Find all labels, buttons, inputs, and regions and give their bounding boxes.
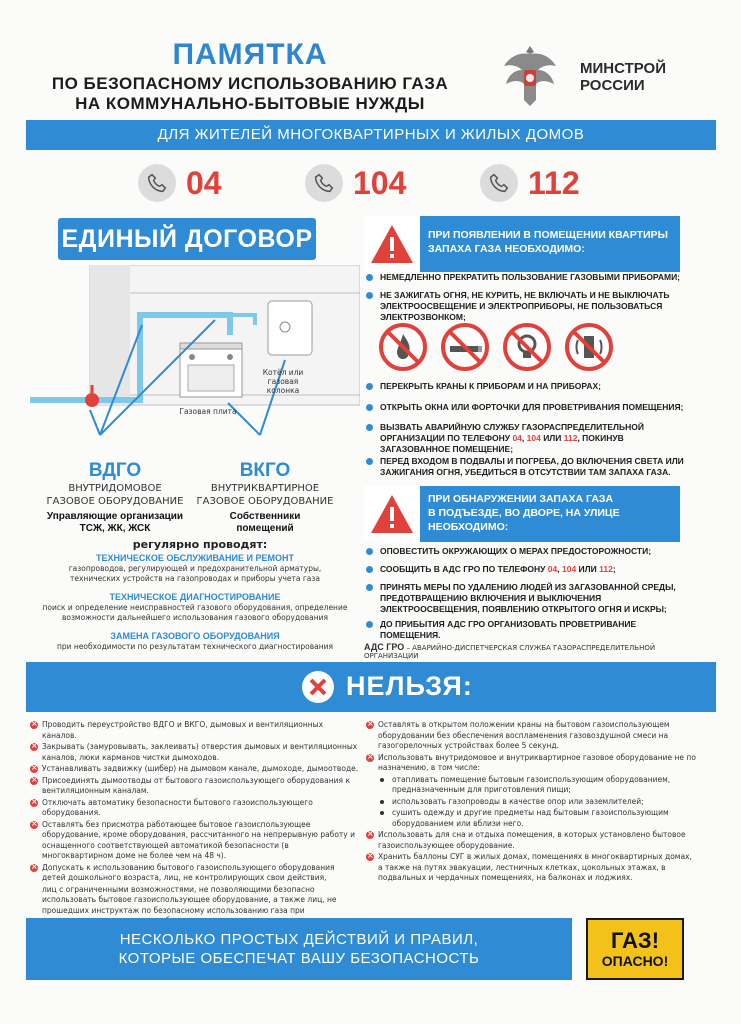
regularly-label: регулярно проводят: (132, 538, 268, 551)
list-subitem: отапливать помещение бытовым газоиспользующим оборудованием, предназначенным для приготовления пищи; (366, 775, 696, 796)
ads-gro-definition: АДС ГРО – АВАРИЙНО-ДИСПЕТЧЕРСКАЯ СЛУЖБА ГАЗОРАСПРЕДЕЛИТЕЛЬНОЙ ОРГАНИЗАЦИИ (364, 642, 656, 660)
gas-danger-sign (586, 918, 684, 980)
phone-number: 104 (353, 164, 407, 201)
prohibited-title: НЕЛЬЗЯ: (346, 671, 473, 701)
list-item: Проводить переустройство ВДГО и ВКГО, дымовых и вентиляционных каналов. × (30, 720, 360, 741)
list-item: Отключать автоматику безопасности бытового газоиспользующего оборудования. × (30, 798, 360, 819)
phone-04 (138, 163, 222, 203)
service-title: ТЕХНИЧЕСКОЕ ДИАГНОСТИРОВАНИЕ (109, 592, 281, 602)
list-subitem: сушить одежду и другие предметы над бытовым газоиспользующим оборудованием или вблизи него. (366, 808, 696, 829)
indoor-item: НЕМЕДЛЕННО ПРЕКРАТИТЬ ПОЛЬЗОВАНИЕ ГАЗОВЫМИ ПРИБОРАМИ; (366, 272, 684, 283)
phone-112 (480, 163, 580, 203)
indoor-item: ПЕРЕКРЫТЬ КРАНЫ К ПРИБОРАМ И НА ПРИБОРАХ; (366, 381, 684, 392)
outdoor-item: СООБЩИТЬ В АДС ГРО ПО ТЕЛЕФОНУ 04, 104 ИЛИ 112; (366, 564, 684, 575)
service-text: при необходимости по результатам технического диагностирования (56, 642, 334, 651)
outdoor-header-line-1: ПРИ ОБНАРУЖЕНИИ ЗАПАХА ГАЗА (428, 493, 614, 505)
vkgo-block (195, 460, 335, 535)
indoor-header-line-1: ПРИ ПОЯВЛЕНИИ В ПОМЕЩЕНИИ КВАРТИРЫ (428, 229, 668, 241)
stove-label: Газовая плита (179, 407, 237, 416)
vdgo-block (40, 460, 190, 535)
no-fire-icon (378, 322, 428, 372)
indoor-item: ВЫЗВАТЬ АВАРИЙНУЮ СЛУЖБУ ГАЗОРАСПРЕДЕЛИТЕЛЬНОЙ ОРГАНИЗАЦИИ ПО ТЕЛЕФОНУ 04, 104 ИЛИ 112, ПОКИНУВ ЗАГАЗОВАННОЕ ПОМЕЩЕНИЕ; (366, 422, 684, 455)
list-item: Оставлять в открытом положении краны на бытовом газоиспользующем оборудовании без обеспечения воспламенения газовоздушной смеси на газогорелочных устройствах более 5 секунд. × (366, 720, 696, 752)
vdgo-resp-2: ТСЖ, ЖК, ЖСК (79, 523, 151, 534)
vdgo-line-1: ВНУТРИДОМОВОЕ (68, 483, 162, 494)
outdoor-header-line-2: В ПОДЪЕЗДЕ, ВО ДВОРЕ, НА УЛИЦЕ (428, 507, 620, 519)
vkgo-abbr: ВКГО (239, 460, 291, 481)
subtitle-line-2: НА КОММУНАЛЬНО-БЫТОВЫЕ НУЖДЫ (75, 94, 425, 113)
indoor-item: ОТКРЫТЬ ОКНА ИЛИ ФОРТОЧКИ ДЛЯ ПРОВЕТРИВАНИЯ ПОМЕЩЕНИЯ; (366, 402, 684, 413)
warning-icon (364, 216, 420, 272)
vkgo-line-1: ВНУТРИКВАРТИРНОЕ (210, 483, 320, 494)
list-item: Присоединять дымоотводы от бытового газоиспользующего оборудования к вентиляционным каналам. × (30, 776, 360, 797)
indoor-header-line-2: ЗАПАХА ГАЗА НЕОБХОДИМО: (428, 243, 585, 255)
service-text: поиск и определение неисправностей газового оборудования, определение (42, 603, 348, 612)
boiler-label: Котёл или газовая колонка (262, 368, 304, 395)
vdgo-resp-1: Управляющие организации (46, 511, 184, 522)
list-item: Использовать для сна и отдыха помещения, в которых установлено бытовое газоиспользующее оборудование. × (366, 830, 696, 851)
danger-line-2: ОПАСНО! (601, 953, 669, 969)
gas-equipment-diagram (30, 265, 360, 465)
service-text: технических устройств на газопроводах и приборы учета газа (70, 574, 320, 583)
page-title: ПАМЯТКА (172, 38, 328, 71)
vkgo-line-2: ГАЗОВОЕ ОБОРУДОВАНИЕ (196, 496, 334, 507)
subtitle-line-1: ПО БЕЗОПАСНОМУ ИСПОЛЬЗОВАНИЮ ГАЗА (51, 74, 449, 93)
phone-icon (305, 164, 343, 202)
list-item: Использовать внутридомовое и внутриквартирное газовое оборудование не по назначению, в том числе: × (366, 753, 696, 774)
vkgo-resp-2: помещений (236, 523, 294, 534)
cross-icon (302, 671, 334, 703)
list-subitem: использовать газопроводы в качестве опор или заземлителей; (366, 797, 696, 808)
phone-number: 112 (528, 164, 580, 201)
footer-line-1: НЕСКОЛЬКО ПРОСТЫХ ДЕЙСТВИЙ И ПРАВИЛ, (119, 931, 479, 948)
service-text: газопроводов, регулирующей и предохранительной арматуры, (68, 564, 322, 573)
service-title: ЗАМЕНА ГАЗОВОГО ОБОРУДОВАНИЯ (110, 631, 280, 641)
no-smoking-icon (440, 322, 490, 372)
service-title: ТЕХНИЧЕСКОЕ ОБСЛУЖИВАНИЕ И РЕМОНТ (96, 553, 294, 563)
prohibited-list-right (366, 720, 696, 885)
warning-icon (364, 486, 420, 542)
page-subtitle (40, 74, 460, 114)
russian-eagle-emblem-icon (500, 40, 560, 112)
no-doorbell-icon (564, 322, 614, 372)
list-item: Закрывать (замуровывать, заклеивать) отверстия дымовых и вентиляционных каналов, люки карманов чистки дымоходов. × (30, 742, 360, 763)
outdoor-item: ДО ПРИБЫТИЯ АДС ГРО ОРГАНИЗОВАТЬ ПРОВЕТРИВАНИЕ ПОМЕЩЕНИЯ. (366, 619, 684, 641)
list-item: Оставлять без присмотра работающее бытовое газоиспользующее оборудование, кроме оборудования, рассчитанного на непрерывную работу и оснащенного соответствующей автоматикой безопасности (в многоквартирном доме не более чем на 48 ч). × (30, 820, 360, 862)
prohibited-list-left (30, 720, 360, 928)
vdgo-line-2: ГАЗОВОЕ ОБОРУДОВАНИЕ (46, 496, 184, 507)
ministry-name (580, 60, 666, 94)
phone-104 (305, 163, 406, 203)
unified-contract-title: ЕДИНЫЙ ДОГОВОР (58, 218, 316, 260)
phone-number: 04 (186, 164, 222, 201)
footer-line-2: КОТОРЫЕ ОБЕСПЕЧАТ ВАШУ БЕЗОПАСНОСТЬ (118, 950, 480, 967)
no-light-switch-icon (502, 322, 552, 372)
ministry-line-1: МИНСТРОЙ (580, 60, 666, 77)
list-item: Допускать к использованию бытового газоиспользующего оборудования детей дошкольного возраста, лиц, не контролирующих свои действия, × (30, 863, 360, 884)
indoor-header (364, 216, 680, 272)
danger-line-1: ГАЗ! (610, 928, 660, 953)
outdoor-item: ОПОВЕСТИТЬ ОКРУЖАЮЩИХ О МЕРАХ ПРЕДОСТОРОЖНОСТИ; (366, 546, 684, 557)
list-item: Хранить баллоны СУГ в жилых домах, помещениях в многоквартирных домах, а также на путях эвакуации, лестничных клетках, цокольных этажах, в подвальных и чердачных помещениях, на балконах и лоджиях. × (366, 852, 696, 884)
list-item-continued: лиц с ограниченными возможностями, не позволяющими безопасно использовать бытовое газоиспользующее оборудование, а также лиц, не прошедших инструктаж по безопасному использованию газа при (42, 884, 337, 915)
prohibited-band (26, 662, 716, 712)
phone-icon (138, 164, 176, 202)
outdoor-item: ПРИНЯТЬ МЕРЫ ПО УДАЛЕНИЮ ЛЮДЕЙ ИЗ ЗАГАЗОВАННОЙ СРЕДЫ, ПРЕДОТВРАЩЕНИЮ ВКЛЮЧЕНИЯ И ВЫКЛЮЧЕНИЯ ЭЛЕКТРООСВЕЩЕНИЯ, ПОЯВЛЕНИЮ ОТКРЫТОГО ОГНЯ И ИСКРЫ; (366, 582, 684, 615)
footer-band (26, 918, 572, 980)
indoor-item: ПЕРЕД ВХОДОМ В ПОДВАЛЫ И ПОГРЕБА, ДО ВКЛЮЧЕНИЯ СВЕТА ИЛИ ЗАЖИГАНИЯ ОГНЯ, УБЕДИТЬСЯ В ОТСУТСТВИИ ТАМ ЗАПАХА ГАЗА. (366, 456, 684, 478)
outdoor-header (364, 486, 680, 542)
phone-icon (480, 164, 518, 202)
ministry-line-2: РОССИИ (580, 77, 645, 94)
service-text: возможности дальнейшего использования газового оборудования (61, 613, 329, 622)
outdoor-header-line-3: НЕОБХОДИМО: (428, 521, 509, 533)
indoor-item: НЕ ЗАЖИГАТЬ ОГНЯ, НЕ КУРИТЬ, НЕ ВКЛЮЧАТЬ И НЕ ВЫКЛЮЧАТЬ ЭЛЕКТРООСВЕЩЕНИЕ И ЭЛЕКТРОПРИБОРЫ, НЕ ПОЛЬЗОВАТЬСЯ ЭЛЕКТРОЗВОНКОМ; (366, 290, 684, 323)
vkgo-resp-1: Собственники (229, 511, 301, 522)
vdgo-abbr: ВДГО (88, 460, 142, 481)
list-item: Устанавливать задвижку (шибер) на дымовом канале, дымоходе, дымоотводе. × (30, 764, 360, 775)
audience-band: ДЛЯ ЖИТЕЛЕЙ МНОГОКВАРТИРНЫХ И ЖИЛЫХ ДОМОВ (26, 120, 716, 150)
